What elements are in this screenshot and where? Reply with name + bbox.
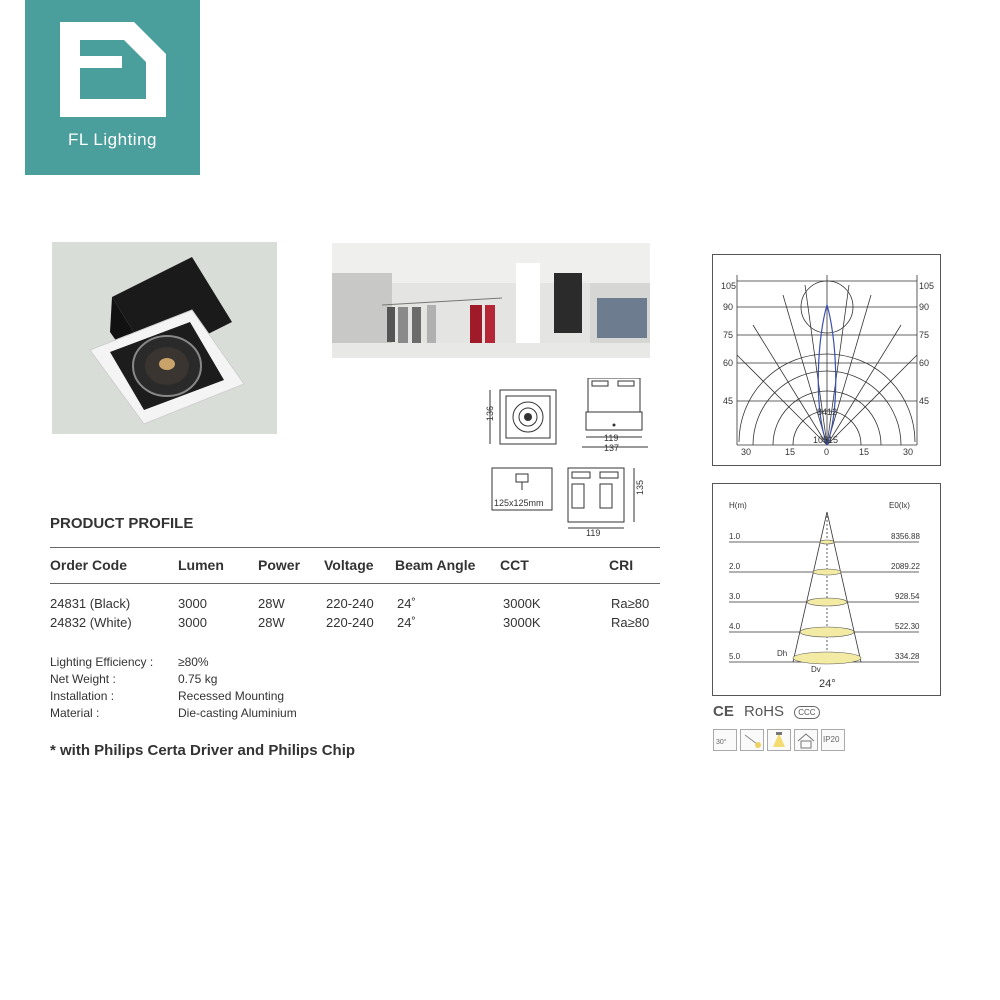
header-order-code: Order Code	[50, 557, 128, 573]
outer-value-label: 10515	[813, 435, 839, 445]
brand-logo	[25, 0, 200, 175]
power-cell: 28W	[258, 596, 285, 611]
bottom-label: 0	[824, 447, 830, 457]
angle-label: 45	[919, 396, 930, 406]
indoor-house-icon	[794, 729, 818, 751]
spec-value: Recessed Mounting	[178, 689, 285, 703]
rohs-mark-icon: RoHS	[744, 703, 785, 720]
beam-angle-icon: 30°	[713, 729, 737, 751]
cutout-label: 125x125mm	[494, 498, 544, 508]
bottom-label: 15	[785, 447, 796, 457]
order-code-cell: 24832 (White)	[50, 615, 132, 630]
header-beam-angle: Beam Angle	[395, 557, 476, 573]
spec-value: Die-casting Aluminium	[178, 706, 297, 720]
spec-value: ≥80%	[178, 655, 209, 669]
store-scene-photo	[332, 243, 650, 358]
table-header-rule	[50, 583, 660, 584]
inner-value-label: 8412	[817, 407, 838, 417]
adjustable-icon	[740, 729, 764, 751]
front-height-label: 136	[485, 405, 495, 421]
beam-angle-cell: 24˚	[397, 615, 416, 630]
illuminance-value: 8356.88	[891, 532, 920, 541]
polar-diagram	[712, 254, 941, 466]
beam-angle-cell: 24˚	[397, 596, 416, 611]
angle-label: 90	[919, 302, 930, 312]
angle-label: 105	[919, 281, 935, 291]
logo-mark-icon	[60, 22, 166, 117]
front-width-inner-label: 119	[604, 433, 619, 443]
height-value: 3.0	[729, 592, 741, 601]
angle-label: 90	[723, 302, 734, 312]
illuminance-value: 334.28	[895, 652, 920, 661]
illuminance-value: 928.54	[895, 592, 920, 601]
profile-title: PRODUCT PROFILE	[50, 515, 194, 532]
bottom-label: 30	[903, 447, 914, 457]
height-header: H(m)	[729, 501, 747, 510]
cone-angle-label: 24°	[819, 678, 836, 690]
illuminance-value: 522.30	[895, 622, 920, 631]
angle-label: 60	[919, 358, 930, 368]
angle-label: 105	[721, 281, 737, 291]
angle-label: 75	[723, 330, 734, 340]
cri-cell: Ra≥80	[611, 615, 650, 630]
side-height-label: 135	[635, 479, 645, 495]
dh-label: Dh	[777, 649, 788, 658]
voltage-cell: 220-240	[326, 615, 374, 630]
height-value: 1.0	[729, 532, 741, 541]
side-view-drawing	[568, 468, 634, 528]
lumen-cell: 3000	[178, 596, 207, 611]
driver-note: * with Philips Certa Driver and Philips Chip	[50, 742, 356, 759]
illuminance-value: 2089.22	[891, 562, 920, 571]
bottom-label: 15	[859, 447, 870, 457]
spec-label: Lighting Efficiency :	[50, 655, 154, 669]
header-cri: CRI	[609, 557, 634, 573]
header-cct: CCT	[500, 557, 529, 573]
ip-rating-icon: IP20	[821, 729, 845, 751]
product-photo	[52, 242, 277, 434]
height-value: 2.0	[729, 562, 741, 571]
spec-label: Net Weight :	[50, 672, 116, 686]
cct-cell: 3000K	[503, 596, 541, 611]
technical-drawings	[478, 378, 668, 540]
front-view-drawing	[490, 390, 556, 444]
height-value: 4.0	[729, 622, 741, 631]
spec-value: 0.75 kg	[178, 672, 218, 686]
spec-label: Installation :	[50, 689, 115, 703]
illuminance-cone-diagram	[712, 483, 941, 696]
bottom-label: 30	[741, 447, 752, 457]
power-cell: 28W	[258, 615, 285, 630]
table-top-rule	[50, 547, 660, 548]
side-width-label: 119	[586, 528, 601, 538]
voltage-cell: 220-240	[326, 596, 374, 611]
cct-cell: 3000K	[503, 615, 541, 630]
header-power: Power	[258, 557, 301, 573]
order-code-cell: 24831 (Black)	[50, 596, 131, 611]
spec-label: Material :	[50, 706, 100, 720]
ccc-mark-icon: CCC	[794, 706, 819, 719]
dv-label: Dv	[811, 665, 821, 674]
illuminance-header: E0(lx)	[889, 501, 910, 510]
angle-label: 60	[723, 358, 734, 368]
height-value: 5.0	[729, 652, 741, 661]
light-beam-icon	[767, 729, 791, 751]
cri-cell: Ra≥80	[611, 596, 650, 611]
angle-label: 45	[723, 396, 734, 406]
header-voltage: Voltage	[324, 557, 374, 573]
front-width-outer-label: 137	[604, 443, 620, 453]
angle-label: 75	[919, 330, 930, 340]
certification-row	[713, 703, 820, 720]
header-lumen: Lumen	[178, 557, 224, 573]
ce-mark-icon: CE	[713, 703, 734, 720]
brand-name: FL Lighting	[68, 130, 157, 149]
lumen-cell: 3000	[178, 615, 207, 630]
